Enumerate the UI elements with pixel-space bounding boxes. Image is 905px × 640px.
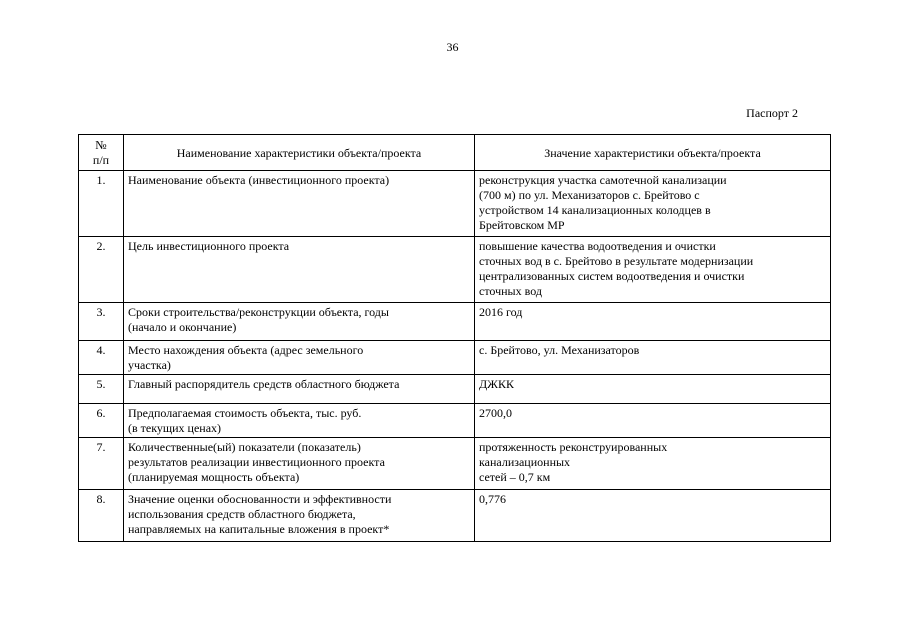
- table-row: [79, 303, 831, 341]
- row-number: 3.: [79, 303, 124, 341]
- row-characteristic: Главный распорядитель средств областного бюджета: [124, 375, 475, 404]
- row-characteristic: Наименование объекта (инвестиционного проекта): [124, 171, 475, 237]
- row-characteristic: Цель инвестиционного проекта: [124, 237, 475, 303]
- row-value: 2016 год: [475, 303, 831, 341]
- table-header-row: [79, 135, 831, 171]
- passport-table: [78, 134, 831, 542]
- row-value: повышение качества водоотведения и очистки сточных вод в с. Брейтово в результате модернизации централизованных систем водоотведения и очистки сточных вод: [475, 237, 831, 303]
- row-characteristic: Значение оценки обоснованности и эффективности использования средств областного бюджета, направляемых на капитальные вложения в проект*: [124, 490, 475, 542]
- row-value: с. Брейтово, ул. Механизаторов: [475, 341, 831, 375]
- row-number: 8.: [79, 490, 124, 542]
- row-characteristic: Сроки строительства/реконструкции объекта, годы (начало и окончание): [124, 303, 475, 341]
- table-row: [79, 237, 831, 303]
- row-number: 1.: [79, 171, 124, 237]
- row-number: 2.: [79, 237, 124, 303]
- header-num: № п/п: [79, 135, 124, 171]
- row-characteristic: Количественные(ый) показатели (показатель) результатов реализации инвестиционного проекта (планируемая мощность объекта): [124, 438, 475, 490]
- header-name: Наименование характеристики объекта/проекта: [124, 135, 475, 171]
- row-characteristic: Место нахождения объекта (адрес земельного участка): [124, 341, 475, 375]
- row-value: протяженность реконструированных канализационных сетей – 0,7 км: [475, 438, 831, 490]
- row-value: ДЖКК: [475, 375, 831, 404]
- table-row: [79, 490, 831, 542]
- page-number: 36: [446, 40, 459, 54]
- row-number: 7.: [79, 438, 124, 490]
- row-value: 2700,0: [475, 404, 831, 438]
- header-value: Значение характеристики объекта/проекта: [475, 135, 831, 171]
- table-row: [79, 438, 831, 490]
- row-number: 6.: [79, 404, 124, 438]
- row-value: 0,776: [475, 490, 831, 542]
- passport-label: Паспорт 2: [746, 106, 798, 120]
- table-row: [79, 404, 831, 438]
- row-value: реконструкция участка самотечной канализации (700 м) по ул. Механизаторов с. Брейтово с устройством 14 канализационных колодцев в Брейтовском МР: [475, 171, 831, 237]
- row-characteristic: Предполагаемая стоимость объекта, тыс. руб. (в текущих ценах): [124, 404, 475, 438]
- row-number: 4.: [79, 341, 124, 375]
- row-number: 5.: [79, 375, 124, 404]
- table-row: [79, 341, 831, 375]
- table-row: [79, 171, 831, 237]
- table-row: [79, 375, 831, 404]
